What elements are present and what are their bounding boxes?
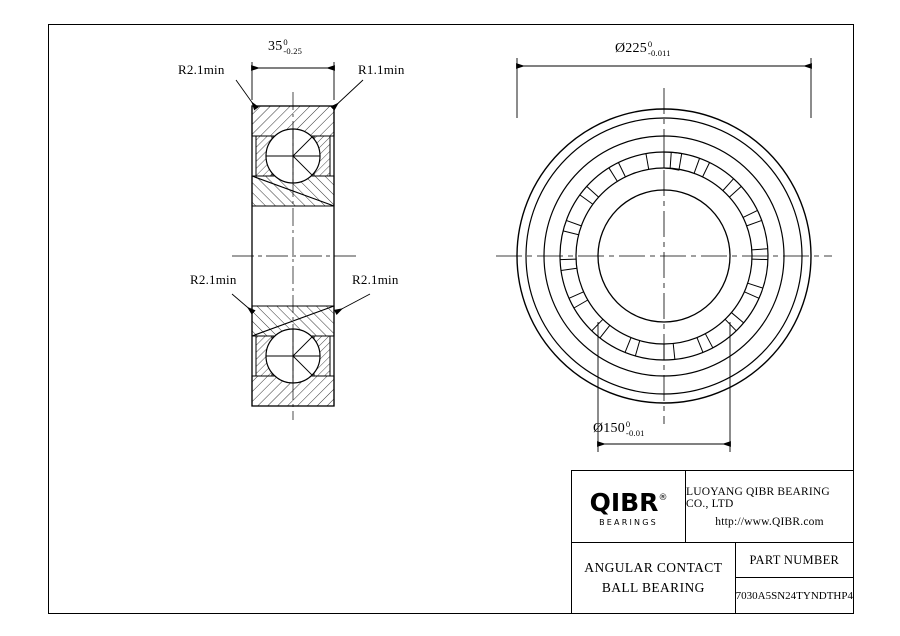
bore-tol-upper: 0 [625, 419, 631, 429]
bore-diameter-tolerance [626, 420, 645, 438]
title-block [571, 470, 854, 614]
title-block-body [572, 543, 853, 613]
company-name: LUOYANG QIBR BEARING CO., LTD [686, 485, 830, 510]
width-value: 35 [268, 39, 283, 55]
outer-diameter-tolerance [648, 40, 671, 58]
radius-label-bottom-right: R2.1min [352, 272, 399, 287]
bearing-type [572, 543, 736, 613]
bore-diameter-label [593, 420, 645, 438]
radius-label-top-left: R2.1min [178, 62, 225, 77]
company-url[interactable]: http://www.QIBR.com [715, 515, 824, 528]
width-tol-upper: 0 [283, 37, 288, 47]
od-tol-upper: 0 [647, 39, 653, 49]
width-tolerance [283, 38, 302, 56]
radius-label-bottom-left: R2.1min [190, 272, 237, 287]
registered-mark: ® [658, 492, 668, 503]
logo-subtitle: BEARINGS [599, 518, 658, 527]
bearing-type-line2: BALL BEARING [601, 580, 705, 595]
bore-tol-lower: -0.01 [625, 427, 645, 438]
outer-diameter-value: Ø225 [615, 41, 647, 57]
part-number-cell [736, 543, 853, 613]
company-info [686, 471, 853, 542]
radius-label-top-right: R1.1min [358, 62, 405, 77]
width-tol-lower: -0.25 [283, 45, 303, 56]
section-view [232, 92, 356, 420]
bore-diameter-value: Ø150 [593, 421, 625, 437]
outer-diameter-label [615, 40, 671, 58]
part-number-value: 7030A5SN24TYNDTHP4 [735, 589, 853, 602]
logo-text: QIBR [589, 488, 659, 517]
title-block-header [572, 471, 853, 543]
part-number-label: PART NUMBER [736, 543, 853, 578]
od-tol-lower: -0.011 [647, 47, 671, 58]
bearing-type-line1: ANGULAR CONTACT [584, 560, 723, 575]
logo-wordmark [590, 490, 668, 515]
company-logo [572, 471, 686, 542]
width-dimension-label [268, 38, 302, 56]
